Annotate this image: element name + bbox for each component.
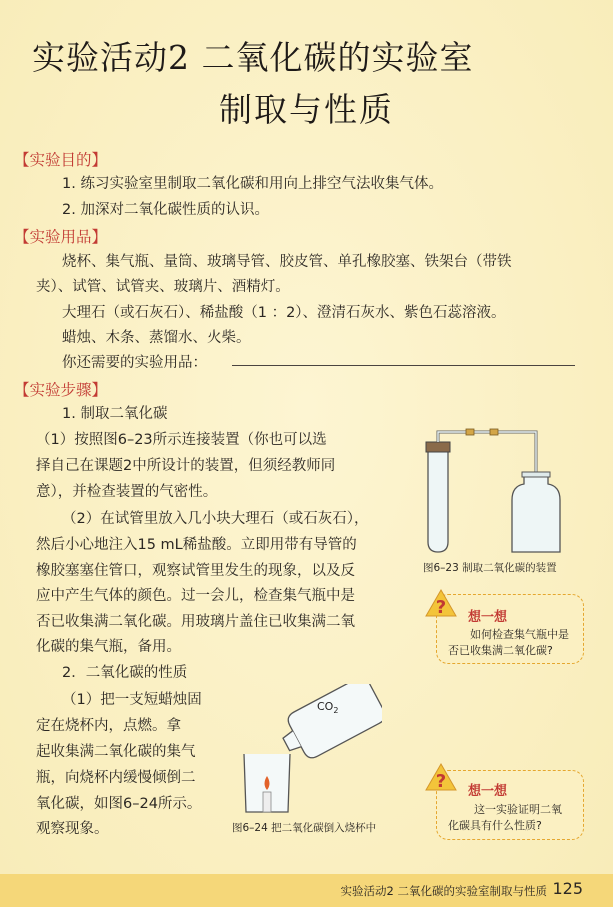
think-box-1-line-2: 否已收集满二氧化碳? bbox=[448, 644, 553, 657]
think-box-2-line-2: 化碳具有什么性质? bbox=[448, 819, 542, 832]
step-line-7: 橡胶塞塞住管口，观察试管里发生的现象，以及反 bbox=[36, 563, 355, 579]
think-box-1-line-1: 如何检查集气瓶中是 bbox=[470, 628, 569, 641]
co2-generation-apparatus-illustration bbox=[418, 420, 588, 560]
page-title-line2: 制取与性质 bbox=[219, 90, 394, 129]
step-line-15: 瓶，向烧杯内缓慢倾倒二 bbox=[36, 770, 196, 786]
co2-label: $CO_2$ bbox=[317, 700, 339, 715]
figure-6-23-caption: 图6–23 制取二氧化碳的装置 bbox=[423, 562, 557, 574]
section-heading-steps: 【实验步骤】 bbox=[14, 381, 108, 399]
materials-line-3: 大理石（或石灰石）、稀盐酸（1 ：2）、澄清石灰水、紫色石蕊溶液。 bbox=[62, 305, 506, 321]
step-line-8: 应中产生气体的颜色。过一会儿，检查集气瓶中是 bbox=[36, 588, 355, 604]
section-heading-materials: 【实验用品】 bbox=[14, 228, 108, 246]
step-line-2: （1）按照图6–23所示连接装置（你也可以选 bbox=[36, 432, 327, 448]
svg-text:?: ? bbox=[435, 597, 447, 618]
materials-fill-in-blank[interactable] bbox=[232, 365, 575, 366]
materials-line-1: 烧杯、集气瓶、量筒、玻璃导管、胶皮管、单孔橡胶塞、铁架台（带铁 bbox=[62, 254, 512, 270]
step-line-14: 起收集满二氧化碳的集气 bbox=[36, 744, 196, 760]
step-line-4: 意），并检查装置的气密性。 bbox=[36, 484, 218, 500]
page-title-line1: 实验活动2 二氧化碳的实验室 bbox=[32, 38, 474, 77]
materials-line-4: 蜡烛、木条、蒸馏水、火柴。 bbox=[62, 330, 251, 346]
purpose-item-2: 2. 加深对二氧化碳性质的认识。 bbox=[62, 202, 269, 218]
step-line-12: （1）把一支短蜡烛固 bbox=[62, 692, 202, 708]
step-line-9: 否已收集满二氧化碳。用玻璃片盖住已收集满二氧 bbox=[36, 614, 355, 630]
step-line-11: 2．二氧化碳的性质 bbox=[62, 665, 188, 681]
svg-text:?: ? bbox=[435, 771, 447, 792]
warning-question-icon bbox=[424, 762, 458, 792]
step-line-17: 观察现象。 bbox=[36, 821, 109, 837]
warning-question-icon bbox=[424, 588, 458, 618]
think-box-2-line-1: 这一实验证明二氧 bbox=[474, 803, 562, 816]
step-line-5: （2）在试管里放入几小块大理石（或石灰石）， bbox=[62, 511, 369, 527]
think-box-2-title: 想一想 bbox=[468, 784, 508, 799]
step-line-3: 择自己在课题2中所设计的装置，但须经教师同 bbox=[36, 458, 336, 474]
page-number: 125 bbox=[552, 879, 583, 898]
figure-6-24-caption: 图6–24 把二氧化碳倒入烧杯中 bbox=[232, 822, 377, 834]
section-heading-purpose: 【实验目的】 bbox=[14, 151, 108, 169]
step-line-6: 然后小心地注入15 mL稀盐酸。立即用带有导管的 bbox=[36, 537, 357, 553]
step-line-10: 化碳的集气瓶，备用。 bbox=[36, 639, 181, 655]
think-box-1-title: 想一想 bbox=[468, 610, 508, 625]
step-line-13: 定在烧杯内，点燃。拿 bbox=[36, 718, 181, 734]
materials-line-2: 夹）、试管、试管夹、玻璃片、酒精灯。 bbox=[36, 279, 290, 295]
step-line-16: 氧化碳，如图6–24所示。 bbox=[36, 796, 202, 812]
purpose-item-1: 1. 练习实验室里制取二氧化碳和用向上排空气法收集气体。 bbox=[62, 176, 443, 192]
pour-co2-into-beaker-illustration bbox=[232, 684, 382, 819]
step-line-1: 1. 制取二氧化碳 bbox=[62, 406, 168, 422]
materials-line-5: 你还需要的实验用品： bbox=[62, 355, 207, 371]
footer-chapter-title: 实验活动2 二氧化碳的实验室制取与性质 bbox=[340, 884, 547, 898]
